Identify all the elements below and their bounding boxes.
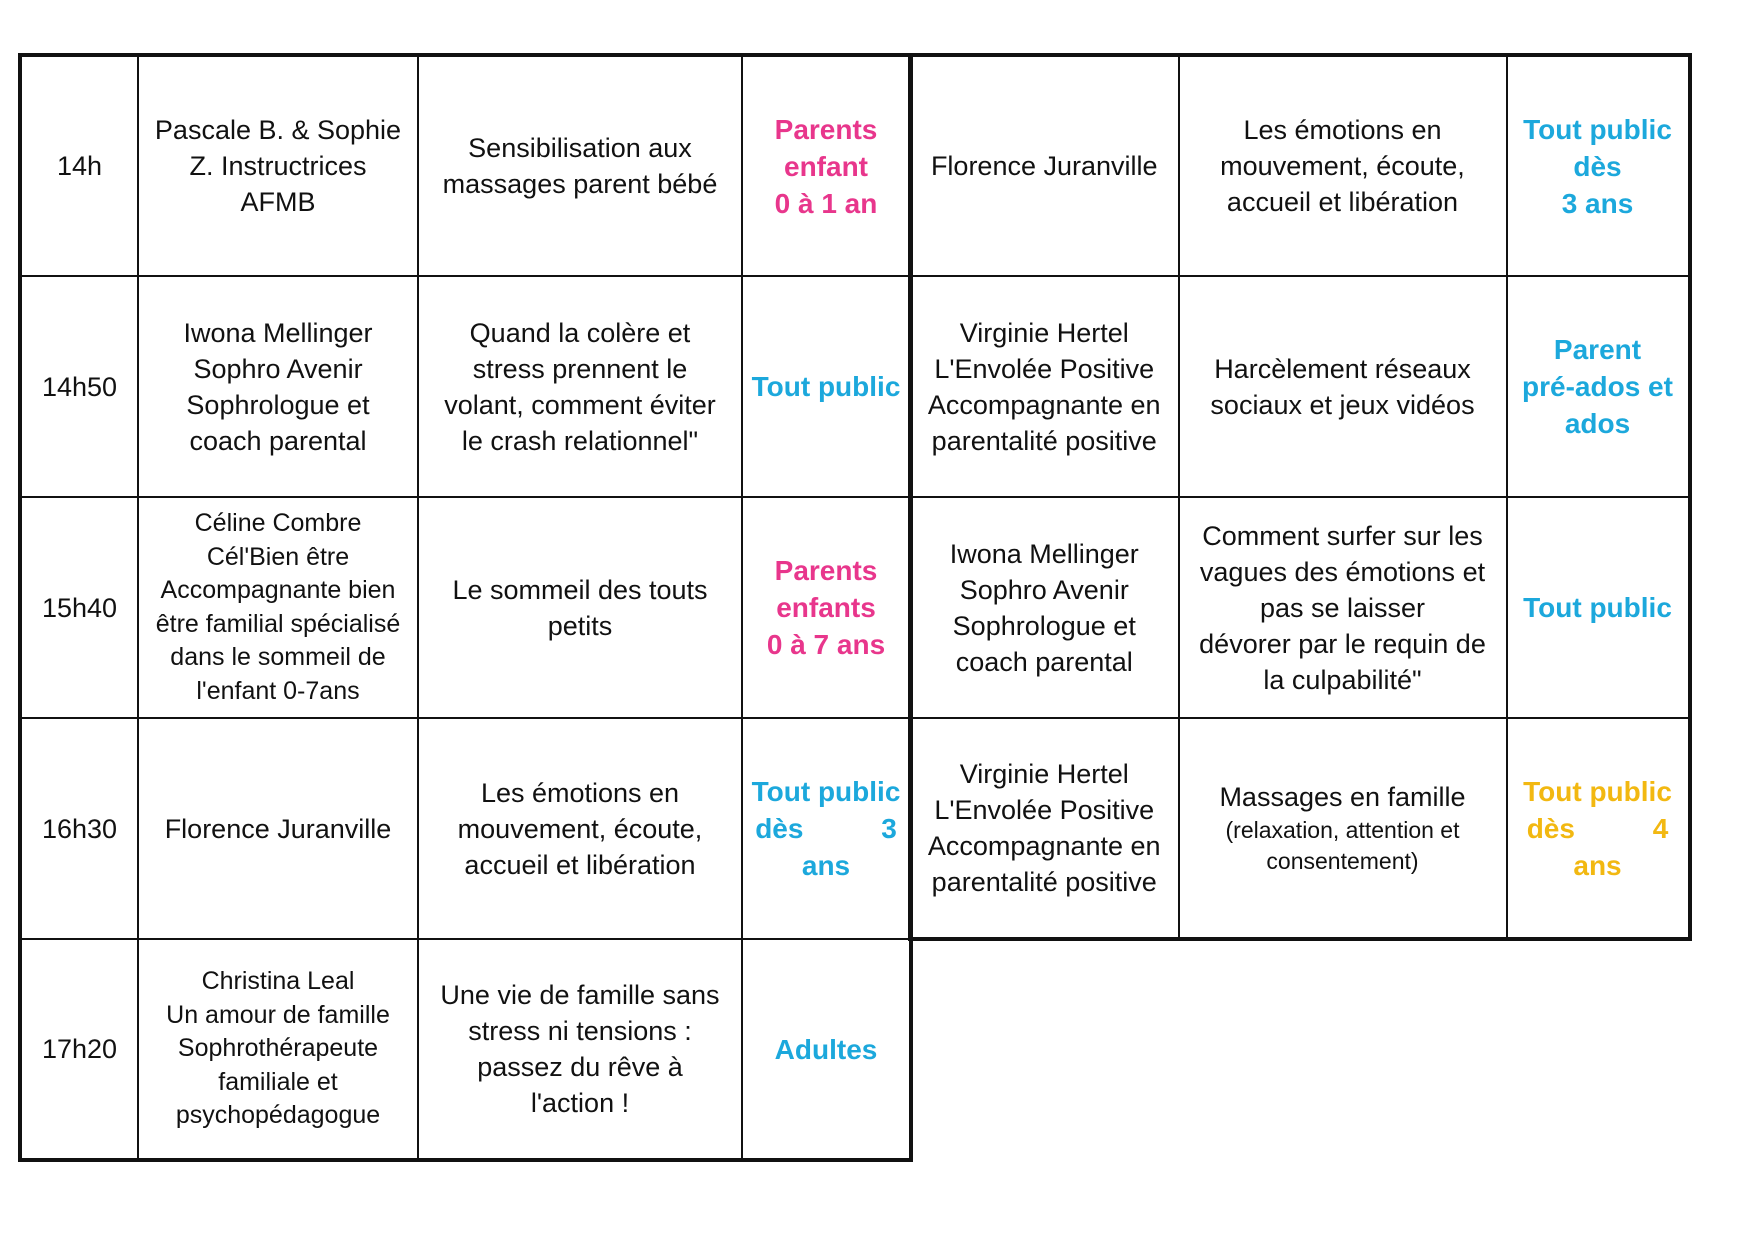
topic-cell [1179, 276, 1507, 497]
speaker-cell [910, 497, 1179, 718]
text-line: accueil et libération [1226, 187, 1459, 217]
text-line: Sensibilisation aux [468, 133, 692, 163]
topic-cell [1179, 497, 1507, 718]
text-line: Accompagnante bien [160, 576, 396, 604]
schedule-row [20, 55, 911, 276]
text-line: Tout public [1523, 775, 1672, 807]
text-line: Parent [1553, 334, 1642, 365]
text-line: parentalité positive [931, 425, 1157, 456]
text-line: Harcèlement réseaux [1214, 353, 1471, 384]
topic-cell [418, 939, 742, 1160]
text-line: Iwona Mellinger [949, 538, 1139, 569]
topic-cell [1179, 55, 1507, 276]
text-line: mouvement, écoute, [1220, 151, 1465, 181]
audience-cell [742, 276, 911, 497]
time-cell: 14h [20, 55, 138, 276]
left-schedule-table [18, 53, 913, 1162]
text-line: sociaux et jeux vidéos [1210, 389, 1475, 420]
audience-cell [1507, 497, 1690, 718]
text-line: vagues des émotions et [1199, 556, 1486, 587]
text-line: Sophrologue et [952, 610, 1136, 641]
text-line: Pascale B. & Sophie [154, 115, 402, 145]
text-line: volant, comment éviter [444, 389, 716, 420]
text-line: l'action ! [530, 1088, 630, 1118]
text-line: Tout public [1523, 592, 1672, 623]
text-line: Les émotions en [1243, 115, 1442, 145]
right-schedule-table [908, 53, 1692, 941]
text-line: être familial spécialisé [155, 609, 401, 638]
text-line: passez du rêve à [477, 1052, 683, 1082]
text-line: familiale et [218, 1067, 338, 1096]
text-line: L'Envolée Positive [934, 353, 1155, 384]
text-line: ados [1564, 408, 1631, 439]
text-line: Céline Combre [194, 509, 362, 537]
text-line: dès 4 [1526, 812, 1669, 844]
schedule-row [20, 276, 911, 497]
text-line: psychopédagogue [175, 1101, 381, 1130]
schedule-row [910, 276, 1690, 497]
topic-cell [418, 718, 742, 939]
text-line: Accompagnante en [927, 831, 1161, 861]
speaker-cell [910, 55, 1179, 276]
text-line: Accompagnante en [927, 389, 1161, 420]
text-line: AFMB [240, 187, 316, 217]
text-line: Parents [774, 113, 878, 145]
text-line: Z. Instructrices [189, 151, 367, 181]
text-line: stress prennent le [472, 353, 688, 384]
text-line: 0 à 1 an [774, 187, 878, 219]
audience-cell [742, 718, 911, 939]
text-line: consentement) [1266, 848, 1419, 874]
text-line: Tout public [751, 371, 901, 402]
text-line: Iwona Mellinger [183, 317, 373, 348]
time-cell: 15h40 [20, 497, 138, 718]
text-line: mouvement, écoute, [457, 813, 703, 844]
text-line: Quand la colère et [469, 317, 691, 348]
text-line: Sophrothérapeute [177, 1034, 379, 1063]
text-line: Massages en famille [1219, 782, 1466, 812]
topic-cell [418, 276, 742, 497]
topic-cell [1179, 718, 1507, 939]
text-line: Sophro Avenir [959, 574, 1129, 605]
schedule-row [20, 939, 911, 1160]
text-line: L'Envolée Positive [934, 795, 1155, 825]
text-line: Tout public [751, 776, 901, 807]
text-line: Adultes [774, 1033, 878, 1065]
text-line: Virginie Hertel [959, 317, 1129, 348]
schedule-row [910, 718, 1690, 939]
text-line: Virginie Hertel [959, 759, 1129, 789]
text-line: Un amour de famille [166, 1000, 390, 1029]
text-line: l'enfant 0-7ans [196, 676, 360, 705]
text-line: pré-ados et [1522, 371, 1673, 402]
text-line: Parents [774, 555, 878, 586]
audience-cell [742, 939, 911, 1160]
topic-cell [418, 497, 742, 718]
text-line: enfants [776, 592, 876, 623]
speaker-cell [138, 497, 418, 718]
text-line: ans [1573, 849, 1622, 881]
right-schedule-body [910, 55, 1690, 939]
speaker-cell [138, 939, 418, 1160]
text-line: 0 à 7 ans [766, 629, 886, 660]
text-line: dans le sommeil de [170, 643, 386, 671]
audience-cell [742, 497, 911, 718]
text-line: coach parental [955, 646, 1133, 677]
text-line: accueil et libération [464, 849, 696, 880]
text-line: Florence Juranville [164, 813, 392, 844]
speaker-cell [138, 55, 418, 276]
text-line: Tout public [1523, 113, 1672, 145]
left-schedule-body [20, 55, 911, 1160]
schedule-row [910, 55, 1690, 276]
time-cell: 14h50 [20, 276, 138, 497]
text-line: Sophrologue et [186, 389, 370, 420]
text-line: dès [1573, 150, 1622, 182]
schedule-row [20, 497, 911, 718]
speaker-cell [910, 276, 1179, 497]
text-line: Comment surfer sur les [1202, 520, 1483, 551]
text-line: la culpabilité" [1263, 664, 1422, 695]
text-line: Les émotions en [480, 777, 680, 808]
text-line: Le sommeil des touts [452, 574, 708, 605]
audience-cell [742, 55, 911, 276]
audience-cell [1507, 55, 1690, 276]
text-line: (relaxation, attention et [1225, 817, 1460, 843]
text-line: le crash relationnel" [461, 425, 699, 456]
text-line: Christina Leal [201, 967, 355, 996]
text-line: petits [547, 610, 613, 641]
text-line: Florence Juranville [930, 151, 1158, 181]
text-line: Une vie de famille sans [440, 980, 720, 1010]
schedule-row [910, 497, 1690, 718]
text-line: parentalité positive [931, 867, 1157, 897]
speaker-cell [910, 718, 1179, 939]
time-cell: 17h20 [20, 939, 138, 1160]
schedule-row [20, 718, 911, 939]
audience-cell [1507, 276, 1690, 497]
audience-cell [1507, 718, 1690, 939]
text-line: massages parent bébé [442, 169, 718, 199]
text-line: pas se laisser [1259, 592, 1426, 623]
text-line: Cél'Bien être [206, 542, 350, 571]
topic-cell [418, 55, 742, 276]
text-line: dès 3 [755, 813, 897, 844]
speaker-cell [138, 718, 418, 939]
time-cell: 16h30 [20, 718, 138, 939]
text-line: Sophro Avenir [193, 353, 363, 384]
text-line: stress ni tensions : [468, 1016, 692, 1046]
text-line: dévorer par le requin de [1199, 628, 1486, 659]
speaker-cell [138, 276, 418, 497]
text-line: enfant [784, 150, 868, 182]
text-line: 3 ans [1561, 187, 1634, 219]
text-line: ans [801, 850, 851, 881]
text-line: coach parental [189, 425, 367, 456]
